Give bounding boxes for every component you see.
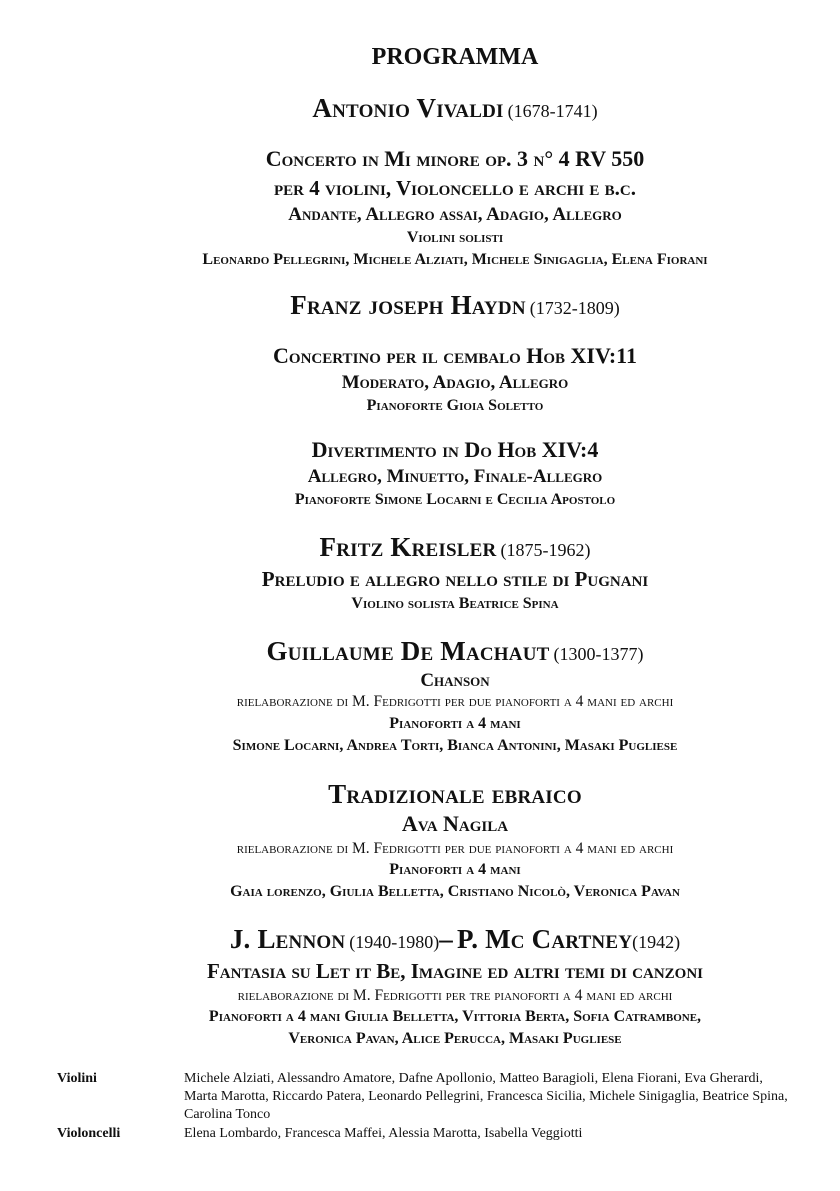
performer-label: Pianoforti a 4 mani: [389, 861, 521, 878]
page-title: PROGRAMMA: [371, 44, 539, 70]
movements: Moderato, Adagio, Allegro: [341, 372, 569, 393]
work-title: Fantasia su Let it Be, Imagine ed altri temi di canzoni: [206, 959, 704, 983]
work-title: Concertino per il cembalo Hob XIV:11: [273, 343, 637, 368]
performer: Pianoforte Simone Locarni e Cecilia Apostolo: [294, 491, 616, 508]
section-heading-ebraico: Tradizionale ebraico: [328, 779, 582, 809]
arrangement-note: rielaborazione di M. Fedrigotti per due pianoforti a 4 mani ed archi: [236, 693, 674, 710]
work-title: Divertimento in Do Hob XIV:4: [311, 437, 599, 462]
composer-dates: (1875-1962): [500, 540, 591, 560]
soloists: Leonardo Pellegrini, Michele Alziati, Michele Sinigaglia, Elena Fiorani: [202, 251, 708, 268]
composer-heading-haydn: [60, 290, 840, 321]
performer: Violino solista Beatrice Spina: [351, 595, 559, 612]
composer-heading-vivaldi: [60, 93, 840, 124]
movements: Andante, Allegro assai, Adagio, Allegro: [288, 204, 622, 225]
composer-dates: (1678-1741): [507, 101, 598, 121]
work-title: Preludio e allegro nello stile di Pugnani: [261, 567, 649, 591]
performers: Veronica Pavan, Alice Perucca, Masaki Pugliese: [288, 1030, 622, 1047]
composer-dates: (1940-1980): [349, 932, 440, 952]
roster-label: Violini: [57, 1071, 97, 1086]
composer-heading-lennon-mccartney: [60, 924, 840, 955]
composer-dates: (1300-1377): [553, 644, 644, 664]
roster-violoncelli: [57, 1125, 797, 1143]
composer-name: Guillaume De Machaut: [266, 636, 550, 666]
work-title: Concerto in Mi minore op. 3 n° 4 RV 550: [265, 146, 645, 171]
work-subtitle: per 4 violini, Violoncello e archi e b.c.: [273, 176, 636, 200]
work-title: Ava Nagila: [401, 811, 509, 836]
arrangement-note: rielaborazione di M. Fedrigotti per due pianoforti a 4 mani ed archi: [236, 840, 674, 857]
composer-name: Antonio Vivaldi: [312, 93, 504, 123]
composer-heading-kreisler: [60, 532, 840, 563]
roster-violini: [57, 1070, 797, 1124]
soloists-label: Violini solisti: [406, 229, 504, 246]
composer-name: P. Mc Cartney: [456, 924, 633, 954]
performer-label: Pianoforti a 4 mani: [389, 715, 521, 732]
roster-names: Michele Alziati, Alessandro Amatore, Dafne Apollonio, Matteo Baragioli, Elena Fiorani, Eva Gherardi, Marta Marotta, Riccardo Patera, Leonardo Pellegrini, Francesca Sicilia, Michele Sinigaglia, Beatrice Spina, Carolina Tonco: [184, 1071, 788, 1122]
composer-heading-machaut: [60, 636, 840, 667]
arrangement-note: rielaborazione di M. Fedrigotti per tre pianoforti a 4 mani ed archi: [237, 987, 673, 1004]
movements: Allegro, Minuetto, Finale-Allegro: [307, 466, 603, 487]
performer: Pianoforte Gioia Soletto: [366, 397, 544, 414]
roster-names: Elena Lombardo, Francesca Maffei, Alessia Marotta, Isabella Veggiotti: [184, 1126, 583, 1141]
roster-label: Violoncelli: [57, 1126, 121, 1141]
performers: Simone Locarni, Andrea Torti, Bianca Antonini, Masaki Pugliese: [232, 737, 678, 754]
composer-name: J. Lennon: [229, 924, 346, 954]
composer-name: Franz joseph Haydn: [290, 290, 526, 320]
composer-name: Fritz Kreisler: [319, 532, 497, 562]
performers: Gaia lorenzo, Giulia Belletta, Cristiano Nicolò, Veronica Pavan: [230, 883, 680, 900]
work-title: Chanson: [420, 670, 490, 691]
performers: Pianoforti a 4 mani Giulia Belletta, Vittoria Berta, Sofia Catrambone,: [208, 1008, 702, 1025]
composer-separator: –: [439, 924, 453, 954]
composer-dates: (1732-1809): [529, 298, 620, 318]
composer-dates: (1942): [632, 932, 681, 952]
